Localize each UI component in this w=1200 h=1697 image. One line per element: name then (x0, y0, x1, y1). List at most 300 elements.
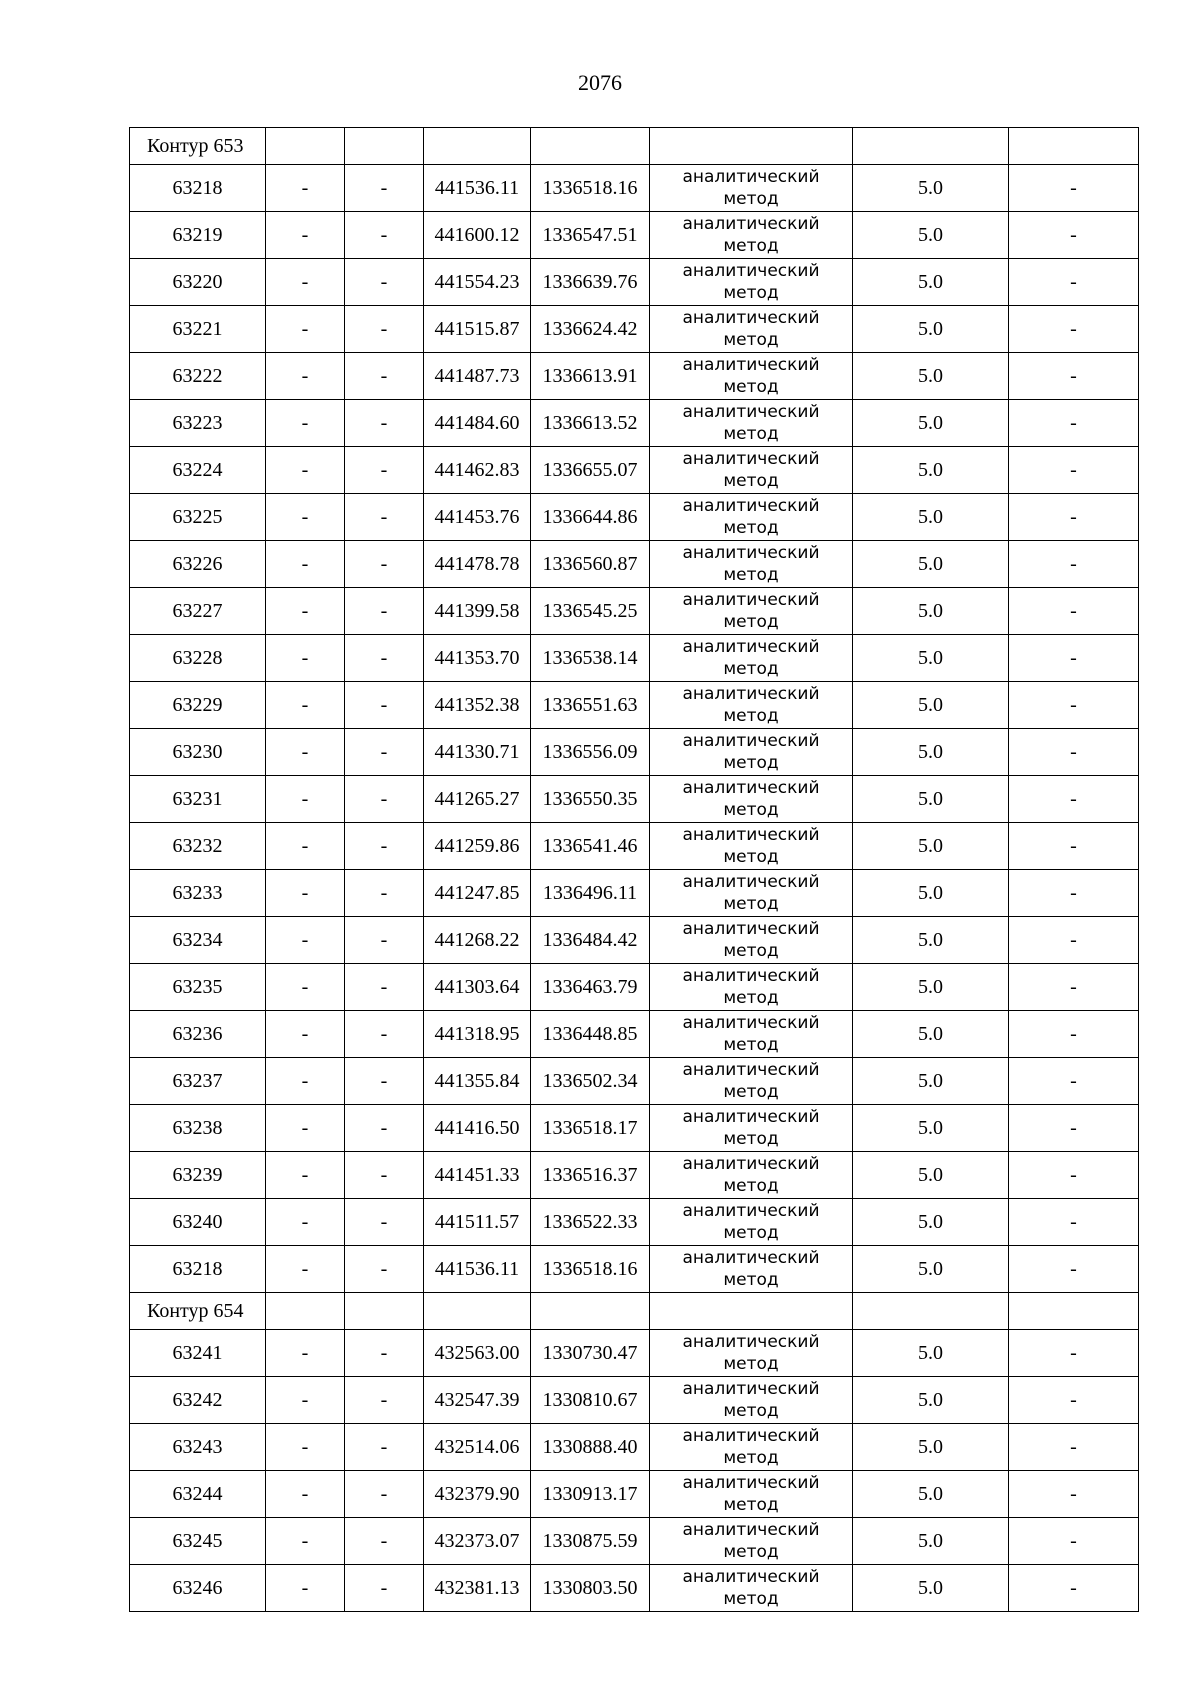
empty-cell (650, 1293, 853, 1330)
table-row (130, 776, 1139, 823)
x-coordinate-cell: 441600.12 (424, 212, 531, 259)
x-coordinate-cell: 441515.87 (424, 306, 531, 353)
x-coordinate-cell: 441318.95 (424, 1011, 531, 1058)
note-cell: - (1009, 1246, 1139, 1293)
method-line-2: метод (723, 1495, 779, 1515)
method-line-2: метод (723, 518, 779, 538)
x-coordinate-cell: 441303.64 (424, 964, 531, 1011)
point-id-cell: 63236 (130, 1011, 266, 1058)
y-coordinate-cell: 1336538.14 (531, 635, 650, 682)
dash-cell: - (345, 917, 424, 964)
page-number: 2076 (578, 70, 622, 95)
table-row (130, 1011, 1139, 1058)
method-cell (650, 870, 853, 917)
empty-cell (531, 1293, 650, 1330)
x-coordinate-cell: 441416.50 (424, 1105, 531, 1152)
y-coordinate-cell: 1336624.42 (531, 306, 650, 353)
accuracy-cell: 5.0 (853, 823, 1009, 870)
method-line-2: метод (723, 236, 779, 256)
method-cell (650, 353, 853, 400)
method-line-2: метод (723, 189, 779, 209)
dash-cell: - (266, 1330, 345, 1377)
note-cell: - (1009, 306, 1139, 353)
note-cell: - (1009, 1199, 1139, 1246)
dash-cell: - (266, 1565, 345, 1612)
method-cell (650, 1011, 853, 1058)
x-coordinate-cell: 441259.86 (424, 823, 531, 870)
method-cell (650, 165, 853, 212)
dash-cell: - (345, 870, 424, 917)
note-cell: - (1009, 1058, 1139, 1105)
method-line-1: аналитический (682, 543, 820, 563)
accuracy-cell: 5.0 (853, 1058, 1009, 1105)
dash-cell: - (345, 1330, 424, 1377)
table-row (130, 1246, 1139, 1293)
y-coordinate-cell: 1336556.09 (531, 729, 650, 776)
dash-cell: - (345, 1471, 424, 1518)
x-coordinate-cell: 441451.33 (424, 1152, 531, 1199)
dash-cell: - (345, 1105, 424, 1152)
accuracy-cell: 5.0 (853, 541, 1009, 588)
dash-cell: - (266, 1152, 345, 1199)
dash-cell: - (345, 494, 424, 541)
x-coordinate-cell: 441247.85 (424, 870, 531, 917)
accuracy-cell: 5.0 (853, 1199, 1009, 1246)
method-line-1: аналитический (682, 449, 820, 469)
method-line-1: аналитический (682, 1473, 820, 1493)
method-line-2: метод (723, 424, 779, 444)
accuracy-cell: 5.0 (853, 635, 1009, 682)
dash-cell: - (266, 964, 345, 1011)
y-coordinate-cell: 1336639.76 (531, 259, 650, 306)
dash-cell: - (266, 917, 345, 964)
method-cell (650, 306, 853, 353)
method-cell (650, 1565, 853, 1612)
method-cell (650, 1424, 853, 1471)
x-coordinate-cell: 441330.71 (424, 729, 531, 776)
method-line-2: метод (723, 894, 779, 914)
dash-cell: - (266, 306, 345, 353)
point-id-cell: 63227 (130, 588, 266, 635)
y-coordinate-cell: 1330730.47 (531, 1330, 650, 1377)
contour-label: Контур 654 (130, 1293, 266, 1330)
point-id-cell: 63218 (130, 165, 266, 212)
y-coordinate-cell: 1336613.91 (531, 353, 650, 400)
table-row (130, 1471, 1139, 1518)
note-cell: - (1009, 1105, 1139, 1152)
empty-cell (424, 128, 531, 165)
method-line-2: метод (723, 659, 779, 679)
y-coordinate-cell: 1336516.37 (531, 1152, 650, 1199)
accuracy-cell: 5.0 (853, 1565, 1009, 1612)
method-line-1: аналитический (682, 1107, 820, 1127)
dash-cell: - (266, 635, 345, 682)
point-id-cell: 63218 (130, 1246, 266, 1293)
accuracy-cell: 5.0 (853, 729, 1009, 776)
point-id-cell: 63225 (130, 494, 266, 541)
dash-cell: - (345, 541, 424, 588)
dash-cell: - (345, 1152, 424, 1199)
dash-cell: - (266, 729, 345, 776)
method-cell (650, 823, 853, 870)
y-coordinate-cell: 1336560.87 (531, 541, 650, 588)
empty-cell (266, 1293, 345, 1330)
point-id-cell: 63237 (130, 1058, 266, 1105)
dash-cell: - (266, 1011, 345, 1058)
note-cell: - (1009, 588, 1139, 635)
contour-label: Контур 653 (130, 128, 266, 165)
table-row (130, 917, 1139, 964)
dash-cell: - (345, 1565, 424, 1612)
y-coordinate-cell: 1330913.17 (531, 1471, 650, 1518)
y-coordinate-cell: 1336502.34 (531, 1058, 650, 1105)
point-id-cell: 63230 (130, 729, 266, 776)
method-line-2: метод (723, 1082, 779, 1102)
dash-cell: - (345, 1199, 424, 1246)
y-coordinate-cell: 1336448.85 (531, 1011, 650, 1058)
method-line-2: метод (723, 941, 779, 961)
table-row (130, 823, 1139, 870)
note-cell: - (1009, 917, 1139, 964)
x-coordinate-cell: 441536.11 (424, 1246, 531, 1293)
x-coordinate-cell: 432547.39 (424, 1377, 531, 1424)
method-line-2: метод (723, 612, 779, 632)
dash-cell: - (266, 776, 345, 823)
note-cell: - (1009, 353, 1139, 400)
method-line-1: аналитический (682, 402, 820, 422)
method-cell (650, 1152, 853, 1199)
table-row (130, 353, 1139, 400)
y-coordinate-cell: 1330875.59 (531, 1518, 650, 1565)
accuracy-cell: 5.0 (853, 1471, 1009, 1518)
dash-cell: - (345, 306, 424, 353)
y-coordinate-cell: 1336541.46 (531, 823, 650, 870)
point-id-cell: 63239 (130, 1152, 266, 1199)
method-cell (650, 400, 853, 447)
empty-cell (345, 1293, 424, 1330)
table-row (130, 1330, 1139, 1377)
table-row (130, 1152, 1139, 1199)
y-coordinate-cell: 1336484.42 (531, 917, 650, 964)
dash-cell: - (345, 1011, 424, 1058)
method-line-1: аналитический (682, 872, 820, 892)
table-row (130, 1105, 1139, 1152)
method-cell (650, 1199, 853, 1246)
dash-cell: - (345, 259, 424, 306)
accuracy-cell: 5.0 (853, 776, 1009, 823)
dash-cell: - (266, 588, 345, 635)
dash-cell: - (266, 1471, 345, 1518)
method-line-1: аналитический (682, 1201, 820, 1221)
y-coordinate-cell: 1336550.35 (531, 776, 650, 823)
accuracy-cell: 5.0 (853, 917, 1009, 964)
note-cell: - (1009, 447, 1139, 494)
method-cell (650, 259, 853, 306)
dash-cell: - (345, 1377, 424, 1424)
contour-header-row (130, 1293, 1139, 1330)
empty-cell (424, 1293, 531, 1330)
dash-cell: - (266, 1058, 345, 1105)
dash-cell: - (345, 400, 424, 447)
y-coordinate-cell: 1336496.11 (531, 870, 650, 917)
method-line-1: аналитический (682, 1248, 820, 1268)
note-cell: - (1009, 1011, 1139, 1058)
y-coordinate-cell: 1336551.63 (531, 682, 650, 729)
note-cell: - (1009, 1424, 1139, 1471)
dash-cell: - (345, 776, 424, 823)
y-coordinate-cell: 1330888.40 (531, 1424, 650, 1471)
accuracy-cell: 5.0 (853, 1105, 1009, 1152)
method-line-1: аналитический (682, 1520, 820, 1540)
empty-cell (853, 128, 1009, 165)
y-coordinate-cell: 1330810.67 (531, 1377, 650, 1424)
dash-cell: - (266, 1105, 345, 1152)
method-line-2: метод (723, 847, 779, 867)
x-coordinate-cell: 441462.83 (424, 447, 531, 494)
contour-header-row (130, 128, 1139, 165)
method-line-2: метод (723, 1129, 779, 1149)
method-line-1: аналитический (682, 1379, 820, 1399)
y-coordinate-cell: 1336545.25 (531, 588, 650, 635)
table-row (130, 306, 1139, 353)
table-row (130, 494, 1139, 541)
x-coordinate-cell: 441355.84 (424, 1058, 531, 1105)
x-coordinate-cell: 441268.22 (424, 917, 531, 964)
empty-cell (345, 128, 424, 165)
accuracy-cell: 5.0 (853, 964, 1009, 1011)
coordinates-table (129, 127, 1139, 1612)
point-id-cell: 63233 (130, 870, 266, 917)
x-coordinate-cell: 441478.78 (424, 541, 531, 588)
y-coordinate-cell: 1336644.86 (531, 494, 650, 541)
empty-cell (266, 128, 345, 165)
method-line-2: метод (723, 330, 779, 350)
accuracy-cell: 5.0 (853, 353, 1009, 400)
point-id-cell: 63223 (130, 400, 266, 447)
point-id-cell: 63219 (130, 212, 266, 259)
dash-cell: - (345, 823, 424, 870)
method-cell (650, 917, 853, 964)
method-line-1: аналитический (682, 261, 820, 281)
y-coordinate-cell: 1336655.07 (531, 447, 650, 494)
point-id-cell: 63246 (130, 1565, 266, 1612)
accuracy-cell: 5.0 (853, 494, 1009, 541)
note-cell: - (1009, 635, 1139, 682)
point-id-cell: 63234 (130, 917, 266, 964)
empty-cell (531, 128, 650, 165)
point-id-cell: 63232 (130, 823, 266, 870)
x-coordinate-cell: 441453.76 (424, 494, 531, 541)
method-cell (650, 588, 853, 635)
method-line-1: аналитический (682, 1154, 820, 1174)
point-id-cell: 63245 (130, 1518, 266, 1565)
empty-cell (650, 128, 853, 165)
x-coordinate-cell: 441352.38 (424, 682, 531, 729)
method-line-1: аналитический (682, 778, 820, 798)
dash-cell: - (266, 1518, 345, 1565)
note-cell: - (1009, 1471, 1139, 1518)
accuracy-cell: 5.0 (853, 682, 1009, 729)
dash-cell: - (266, 165, 345, 212)
method-cell (650, 1246, 853, 1293)
table-row (130, 1424, 1139, 1471)
note-cell: - (1009, 729, 1139, 776)
coordinates-table-body (130, 128, 1139, 1612)
y-coordinate-cell: 1336613.52 (531, 400, 650, 447)
method-cell (650, 212, 853, 259)
method-cell (650, 1471, 853, 1518)
point-id-cell: 63226 (130, 541, 266, 588)
x-coordinate-cell: 432381.13 (424, 1565, 531, 1612)
x-coordinate-cell: 441554.23 (424, 259, 531, 306)
method-line-1: аналитический (682, 731, 820, 751)
method-line-2: метод (723, 283, 779, 303)
method-line-2: метод (723, 706, 779, 726)
method-line-2: метод (723, 1354, 779, 1374)
method-line-2: метод (723, 988, 779, 1008)
dash-cell: - (345, 682, 424, 729)
accuracy-cell: 5.0 (853, 1246, 1009, 1293)
empty-cell (853, 1293, 1009, 1330)
dash-cell: - (345, 964, 424, 1011)
x-coordinate-cell: 432379.90 (424, 1471, 531, 1518)
table-row (130, 682, 1139, 729)
x-coordinate-cell: 441353.70 (424, 635, 531, 682)
point-id-cell: 63235 (130, 964, 266, 1011)
method-line-2: метод (723, 471, 779, 491)
dash-cell: - (345, 1518, 424, 1565)
x-coordinate-cell: 432373.07 (424, 1518, 531, 1565)
method-line-2: метод (723, 1589, 779, 1609)
accuracy-cell: 5.0 (853, 1330, 1009, 1377)
table-row (130, 729, 1139, 776)
dash-cell: - (345, 729, 424, 776)
accuracy-cell: 5.0 (853, 588, 1009, 635)
note-cell: - (1009, 1152, 1139, 1199)
method-cell (650, 494, 853, 541)
dash-cell: - (345, 635, 424, 682)
x-coordinate-cell: 441484.60 (424, 400, 531, 447)
method-line-1: аналитический (682, 214, 820, 234)
y-coordinate-cell: 1336518.16 (531, 165, 650, 212)
dash-cell: - (266, 870, 345, 917)
note-cell: - (1009, 1377, 1139, 1424)
method-cell (650, 1105, 853, 1152)
empty-cell (1009, 128, 1139, 165)
point-id-cell: 63220 (130, 259, 266, 306)
dash-cell: - (345, 588, 424, 635)
method-line-1: аналитический (682, 308, 820, 328)
method-line-1: аналитический (682, 355, 820, 375)
dash-cell: - (266, 259, 345, 306)
y-coordinate-cell: 1336518.16 (531, 1246, 650, 1293)
note-cell: - (1009, 776, 1139, 823)
x-coordinate-cell: 441399.58 (424, 588, 531, 635)
note-cell: - (1009, 400, 1139, 447)
method-cell (650, 1377, 853, 1424)
accuracy-cell: 5.0 (853, 259, 1009, 306)
table-row (130, 212, 1139, 259)
x-coordinate-cell: 441511.57 (424, 1199, 531, 1246)
method-cell (650, 541, 853, 588)
note-cell: - (1009, 1330, 1139, 1377)
method-line-1: аналитический (682, 1567, 820, 1587)
note-cell: - (1009, 964, 1139, 1011)
method-line-1: аналитический (682, 919, 820, 939)
dash-cell: - (345, 447, 424, 494)
point-id-cell: 63240 (130, 1199, 266, 1246)
dash-cell: - (345, 165, 424, 212)
method-line-1: аналитический (682, 496, 820, 516)
point-id-cell: 63224 (130, 447, 266, 494)
method-line-2: метод (723, 377, 779, 397)
method-line-2: метод (723, 1401, 779, 1421)
x-coordinate-cell: 441265.27 (424, 776, 531, 823)
accuracy-cell: 5.0 (853, 870, 1009, 917)
accuracy-cell: 5.0 (853, 1518, 1009, 1565)
accuracy-cell: 5.0 (853, 306, 1009, 353)
method-line-2: метод (723, 800, 779, 820)
point-id-cell: 63242 (130, 1377, 266, 1424)
table-row (130, 870, 1139, 917)
dash-cell: - (266, 1246, 345, 1293)
note-cell: - (1009, 494, 1139, 541)
table-row (130, 541, 1139, 588)
point-id-cell: 63222 (130, 353, 266, 400)
method-line-2: метод (723, 1176, 779, 1196)
note-cell: - (1009, 541, 1139, 588)
accuracy-cell: 5.0 (853, 1152, 1009, 1199)
point-id-cell: 63244 (130, 1471, 266, 1518)
method-line-2: метод (723, 1448, 779, 1468)
method-line-1: аналитический (682, 637, 820, 657)
method-line-2: метод (723, 1542, 779, 1562)
method-cell (650, 1058, 853, 1105)
table-row (130, 635, 1139, 682)
point-id-cell: 63231 (130, 776, 266, 823)
y-coordinate-cell: 1336522.33 (531, 1199, 650, 1246)
method-cell (650, 1330, 853, 1377)
dash-cell: - (266, 823, 345, 870)
dash-cell: - (266, 353, 345, 400)
method-line-2: метод (723, 753, 779, 773)
x-coordinate-cell: 441536.11 (424, 165, 531, 212)
accuracy-cell: 5.0 (853, 400, 1009, 447)
method-line-2: метод (723, 1035, 779, 1055)
y-coordinate-cell: 1330803.50 (531, 1565, 650, 1612)
point-id-cell: 63238 (130, 1105, 266, 1152)
note-cell: - (1009, 1518, 1139, 1565)
dash-cell: - (266, 682, 345, 729)
method-line-1: аналитический (682, 1426, 820, 1446)
table-row (130, 588, 1139, 635)
method-line-1: аналитический (682, 167, 820, 187)
method-line-1: аналитический (682, 590, 820, 610)
accuracy-cell: 5.0 (853, 165, 1009, 212)
method-cell (650, 964, 853, 1011)
method-line-1: аналитический (682, 684, 820, 704)
note-cell: - (1009, 165, 1139, 212)
note-cell: - (1009, 870, 1139, 917)
method-line-1: аналитический (682, 825, 820, 845)
table-row (130, 1377, 1139, 1424)
accuracy-cell: 5.0 (853, 1424, 1009, 1471)
method-cell (650, 635, 853, 682)
y-coordinate-cell: 1336518.17 (531, 1105, 650, 1152)
method-line-1: аналитический (682, 1060, 820, 1080)
table-row (130, 447, 1139, 494)
table-row (130, 1058, 1139, 1105)
